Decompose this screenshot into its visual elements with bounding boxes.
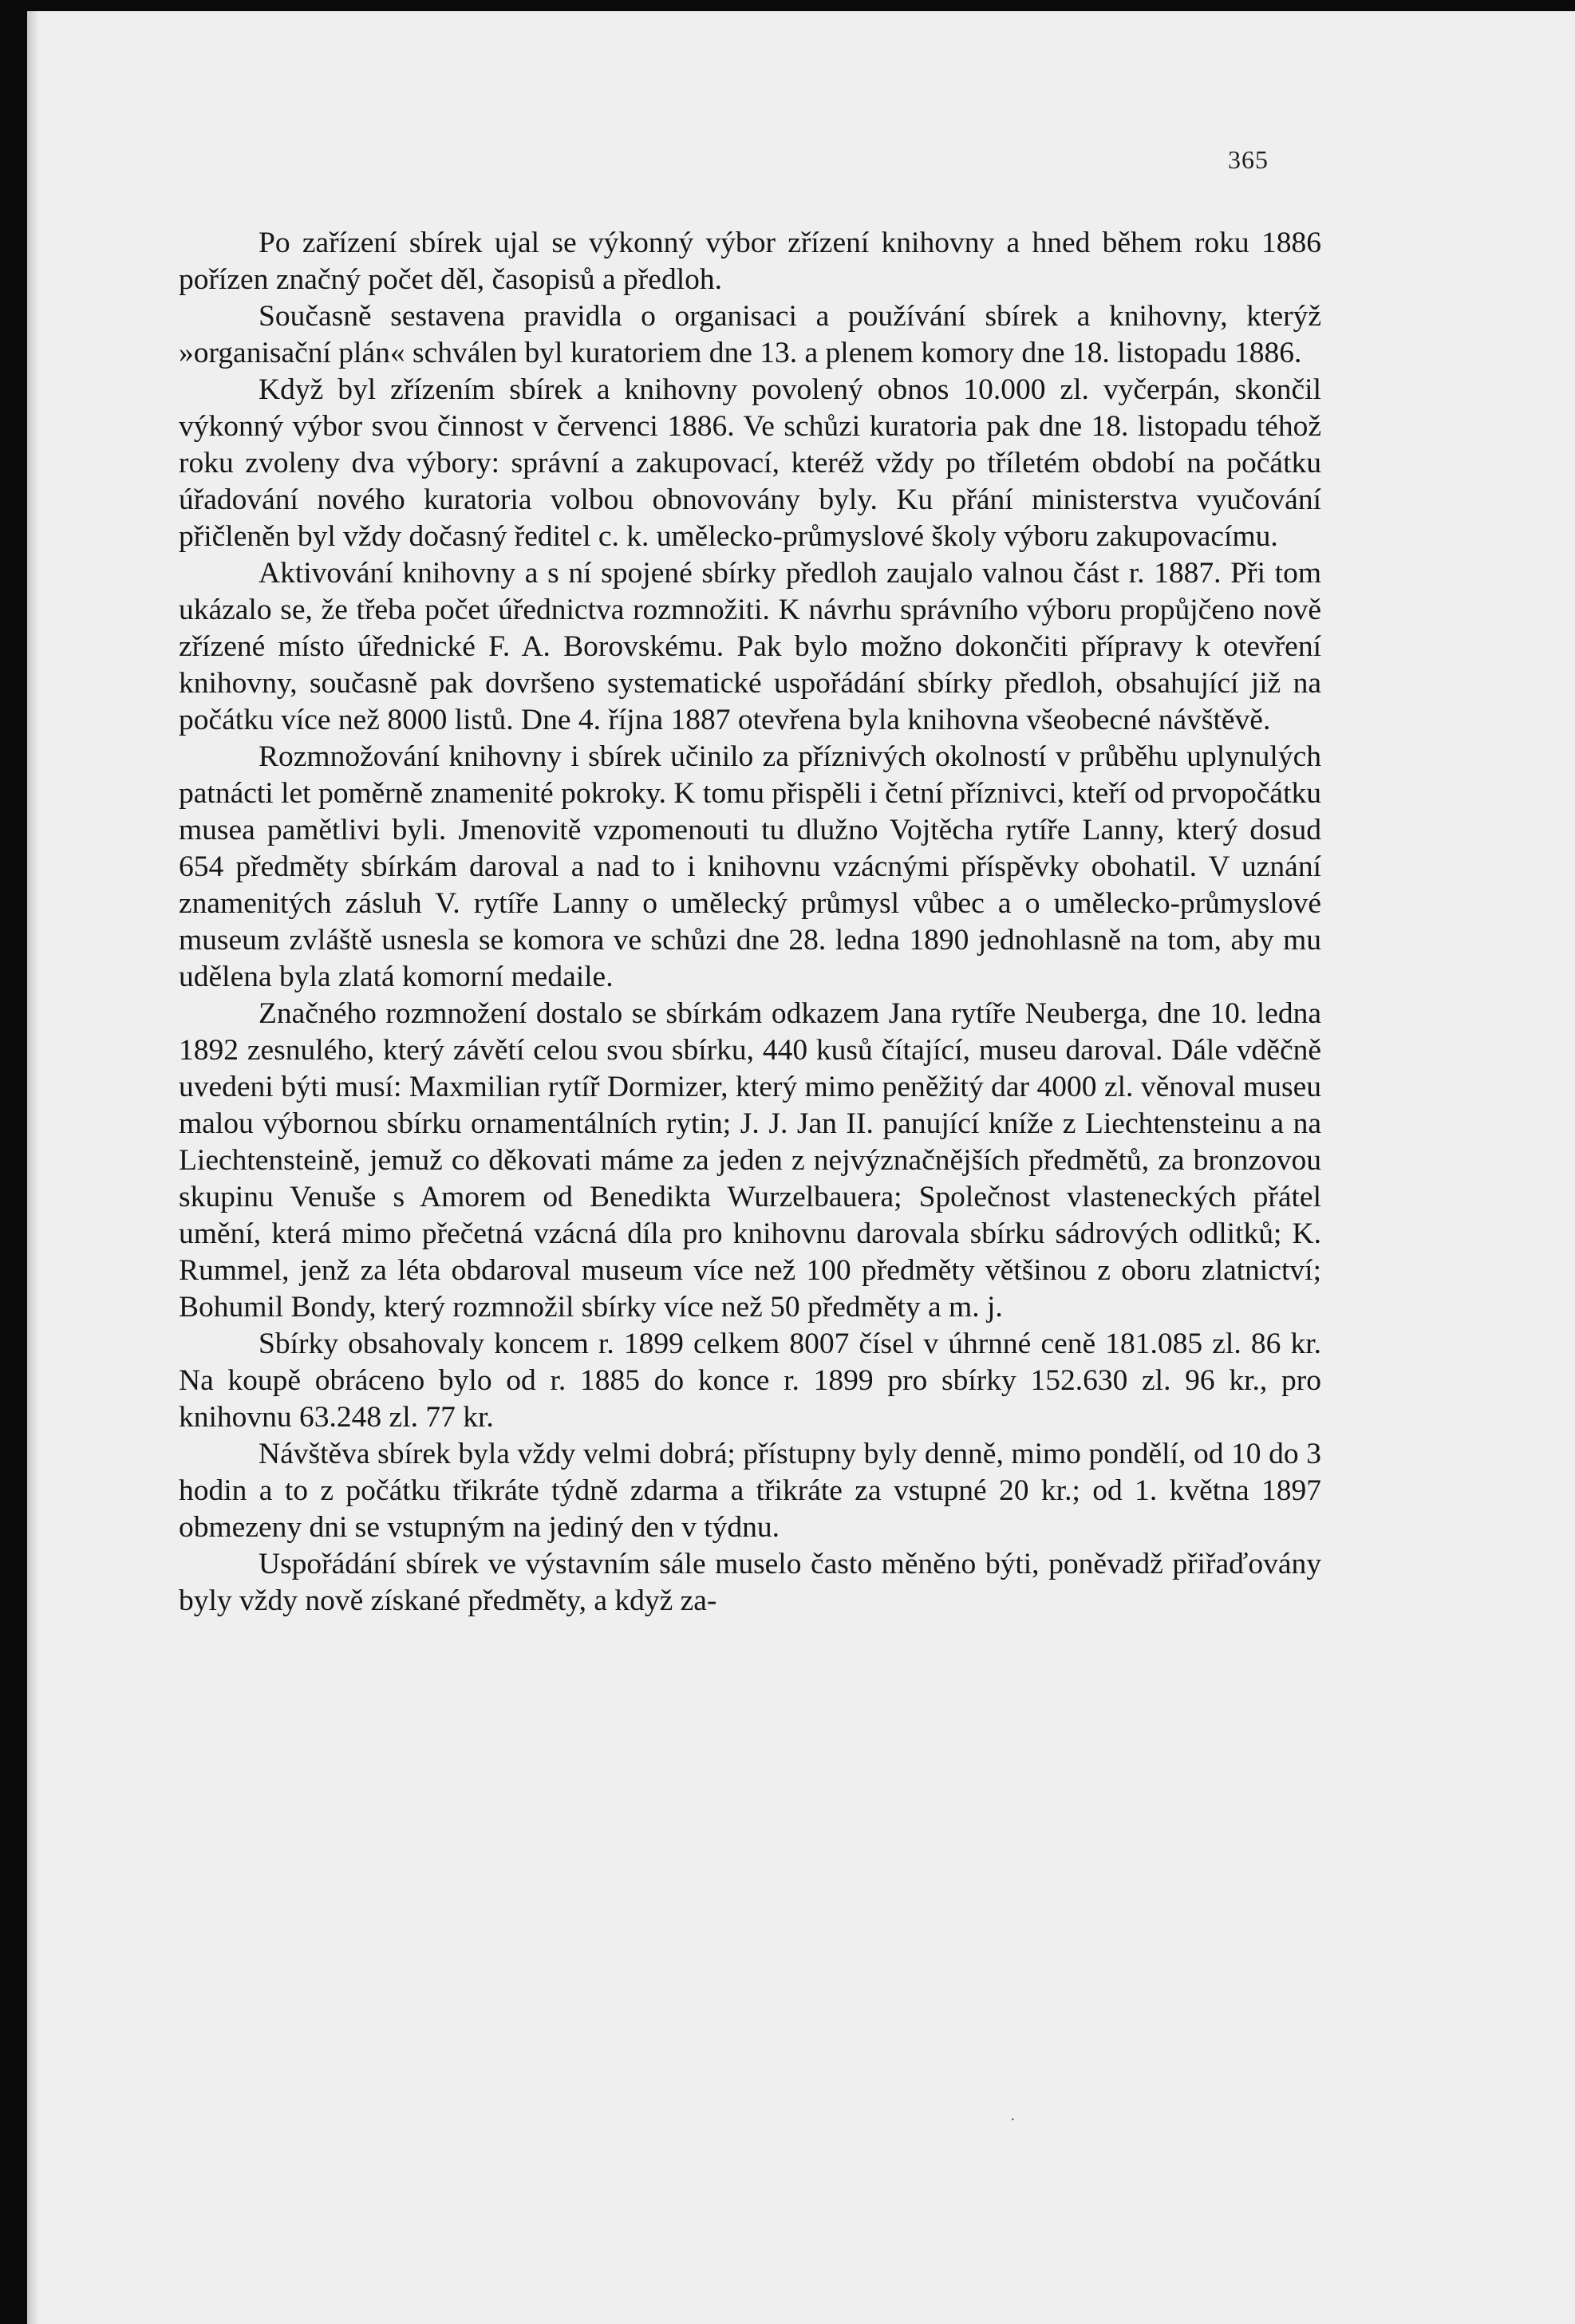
paragraph-7: Sbírky obsahovaly koncem r. 1899 celkem 8007 čísel v úhrnné ceně 181.085 zl. 86 kr. Na koupě obráceno bylo od r. 1885 do konce r. 1899 pro sbírky 152.630 zl. 96 kr., pro knihovnu 63.248 zl. 77 kr. [179, 1328, 1321, 1434]
paragraph-8: Návštěva sbírek byla vždy velmi dobrá; přístupny byly denně, mimo pondělí, od 10 do 3 hodin a to z počátku třikráte týdně zdarma a třikráte za vstupné 20 kr.; od 1. května 1897 obmezeny dni se vstupným na jediný den v týdnu. [179, 1438, 1321, 1544]
paragraph-1: Po zařízení sbírek ujal se výkonný výbor zřízení knihovny a hned během roku 1886 pořízen značný počet děl, časopisů a předloh. [179, 227, 1321, 296]
paragraph-5: Rozmnožování knihovny i sbírek učinilo za příznivých okolností v průběhu uplynulých patnácti let poměrně znamenité pokroky. K tomu přispěli i četní příznivci, kteří od prvopočátku musea pamětlivi byli. Jmenovitě vzpomenouti tu dlužno Vojtěcha rytíře Lanny, který dosud 654 předměty sbírkám daroval a nad to i knihovnu vzácnými příspěvky obohatil. V uznání znamenitých zásluh V. rytíře Lanny o umělecký průmysl vůbec a o umělecko-průmyslové museum zvláště usnesla se komora ve schůzi dne 28. ledna 1890 jednohlasně na tom, aby mu udělena byla zlatá komorní medaile. [179, 740, 1321, 993]
paragraph-3: Když byl zřízením sbírek a knihovny povolený obnos 10.000 zl. vyčerpán, skončil výkonný výbor svou činnost v červenci 1886. Ve schůzi kuratoria pak dne 18. listopadu téhož roku zvoleny dva výbory: správní a zakupovací, kteréž vždy po tříletém období na počátku úřadování nového kuratoria volbou obnovovány byly. Ku přání ministerstva vyučování přičleněn byl vždy dočasný ředitel c. k. umělecko-průmyslové školy výboru zakupovacímu. [179, 373, 1321, 553]
book-page [27, 11, 1575, 2324]
paragraph-2: Současně sestavena pravidla o organisaci a používání sbírek a knihovny, kterýž »organisační plán« schválen byl kuratoriem dne 13. a plenem komory dne 18. listopadu 1886. [179, 300, 1321, 369]
print-speck: · [1010, 2111, 1016, 2129]
page-number: 365 [1228, 145, 1269, 174]
body-text [179, 225, 1321, 1620]
paragraph-6: Značného rozmnožení dostalo se sbírkám odkazem Jana rytíře Neuberga, dne 10. ledna 1892 zesnulého, který závětí celou svou sbírku, 440 kusů čítající, museu daroval. Dále vděčně uvedeni býti musí: Maxmilian rytíř Dormizer, který mimo peněžitý dar 4000 zl. věnoval museu malou výbornou sbírku ornamentálních rytin; J. J. Jan II. panující kníže z Liechtensteinu a na Liechtensteině, jemuž co děkovati máme za jeden z nejvýznačnějších předmětů, za bronzovou skupinu Venuše s Amorem od Benedikta Wurzelbauera; Společnost vlasteneckých přátel umění, která mimo přečetná vzácná díla pro knihovnu darovala sbírku sádrových odlitků; K. Rummel, jenž za léta obdaroval museum více než 100 předměty většinou z oboru zlatnictví; Bohumil Bondy, který rozmnožil sbírky více než 50 předměty a m. j. [179, 997, 1321, 1324]
paragraph-4: Aktivování knihovny a s ní spojené sbírky předloh zaujalo valnou část r. 1887. Při tom ukázalo se, že třeba počet úřednictva rozmnožiti. K návrhu správního výboru propůjčeno nově zřízené místo úřednické F. A. Borovskému. Pak bylo možno dokončiti přípravy k otevření knihovny, současně pak dovršeno systematické uspořádání sbírky předloh, obsahující již na počátku více než 8000 listů. Dne 4. října 1887 otevřena byla knihovna všeobecné návštěvě. [179, 557, 1321, 736]
paragraph-9: Uspořádání sbírek ve výstavním sále muselo často měněno býti, poněvadž přiřaďovány byly vždy nově získané předměty, a když za- [179, 1548, 1321, 1617]
page-spine-shadow [27, 11, 38, 2324]
